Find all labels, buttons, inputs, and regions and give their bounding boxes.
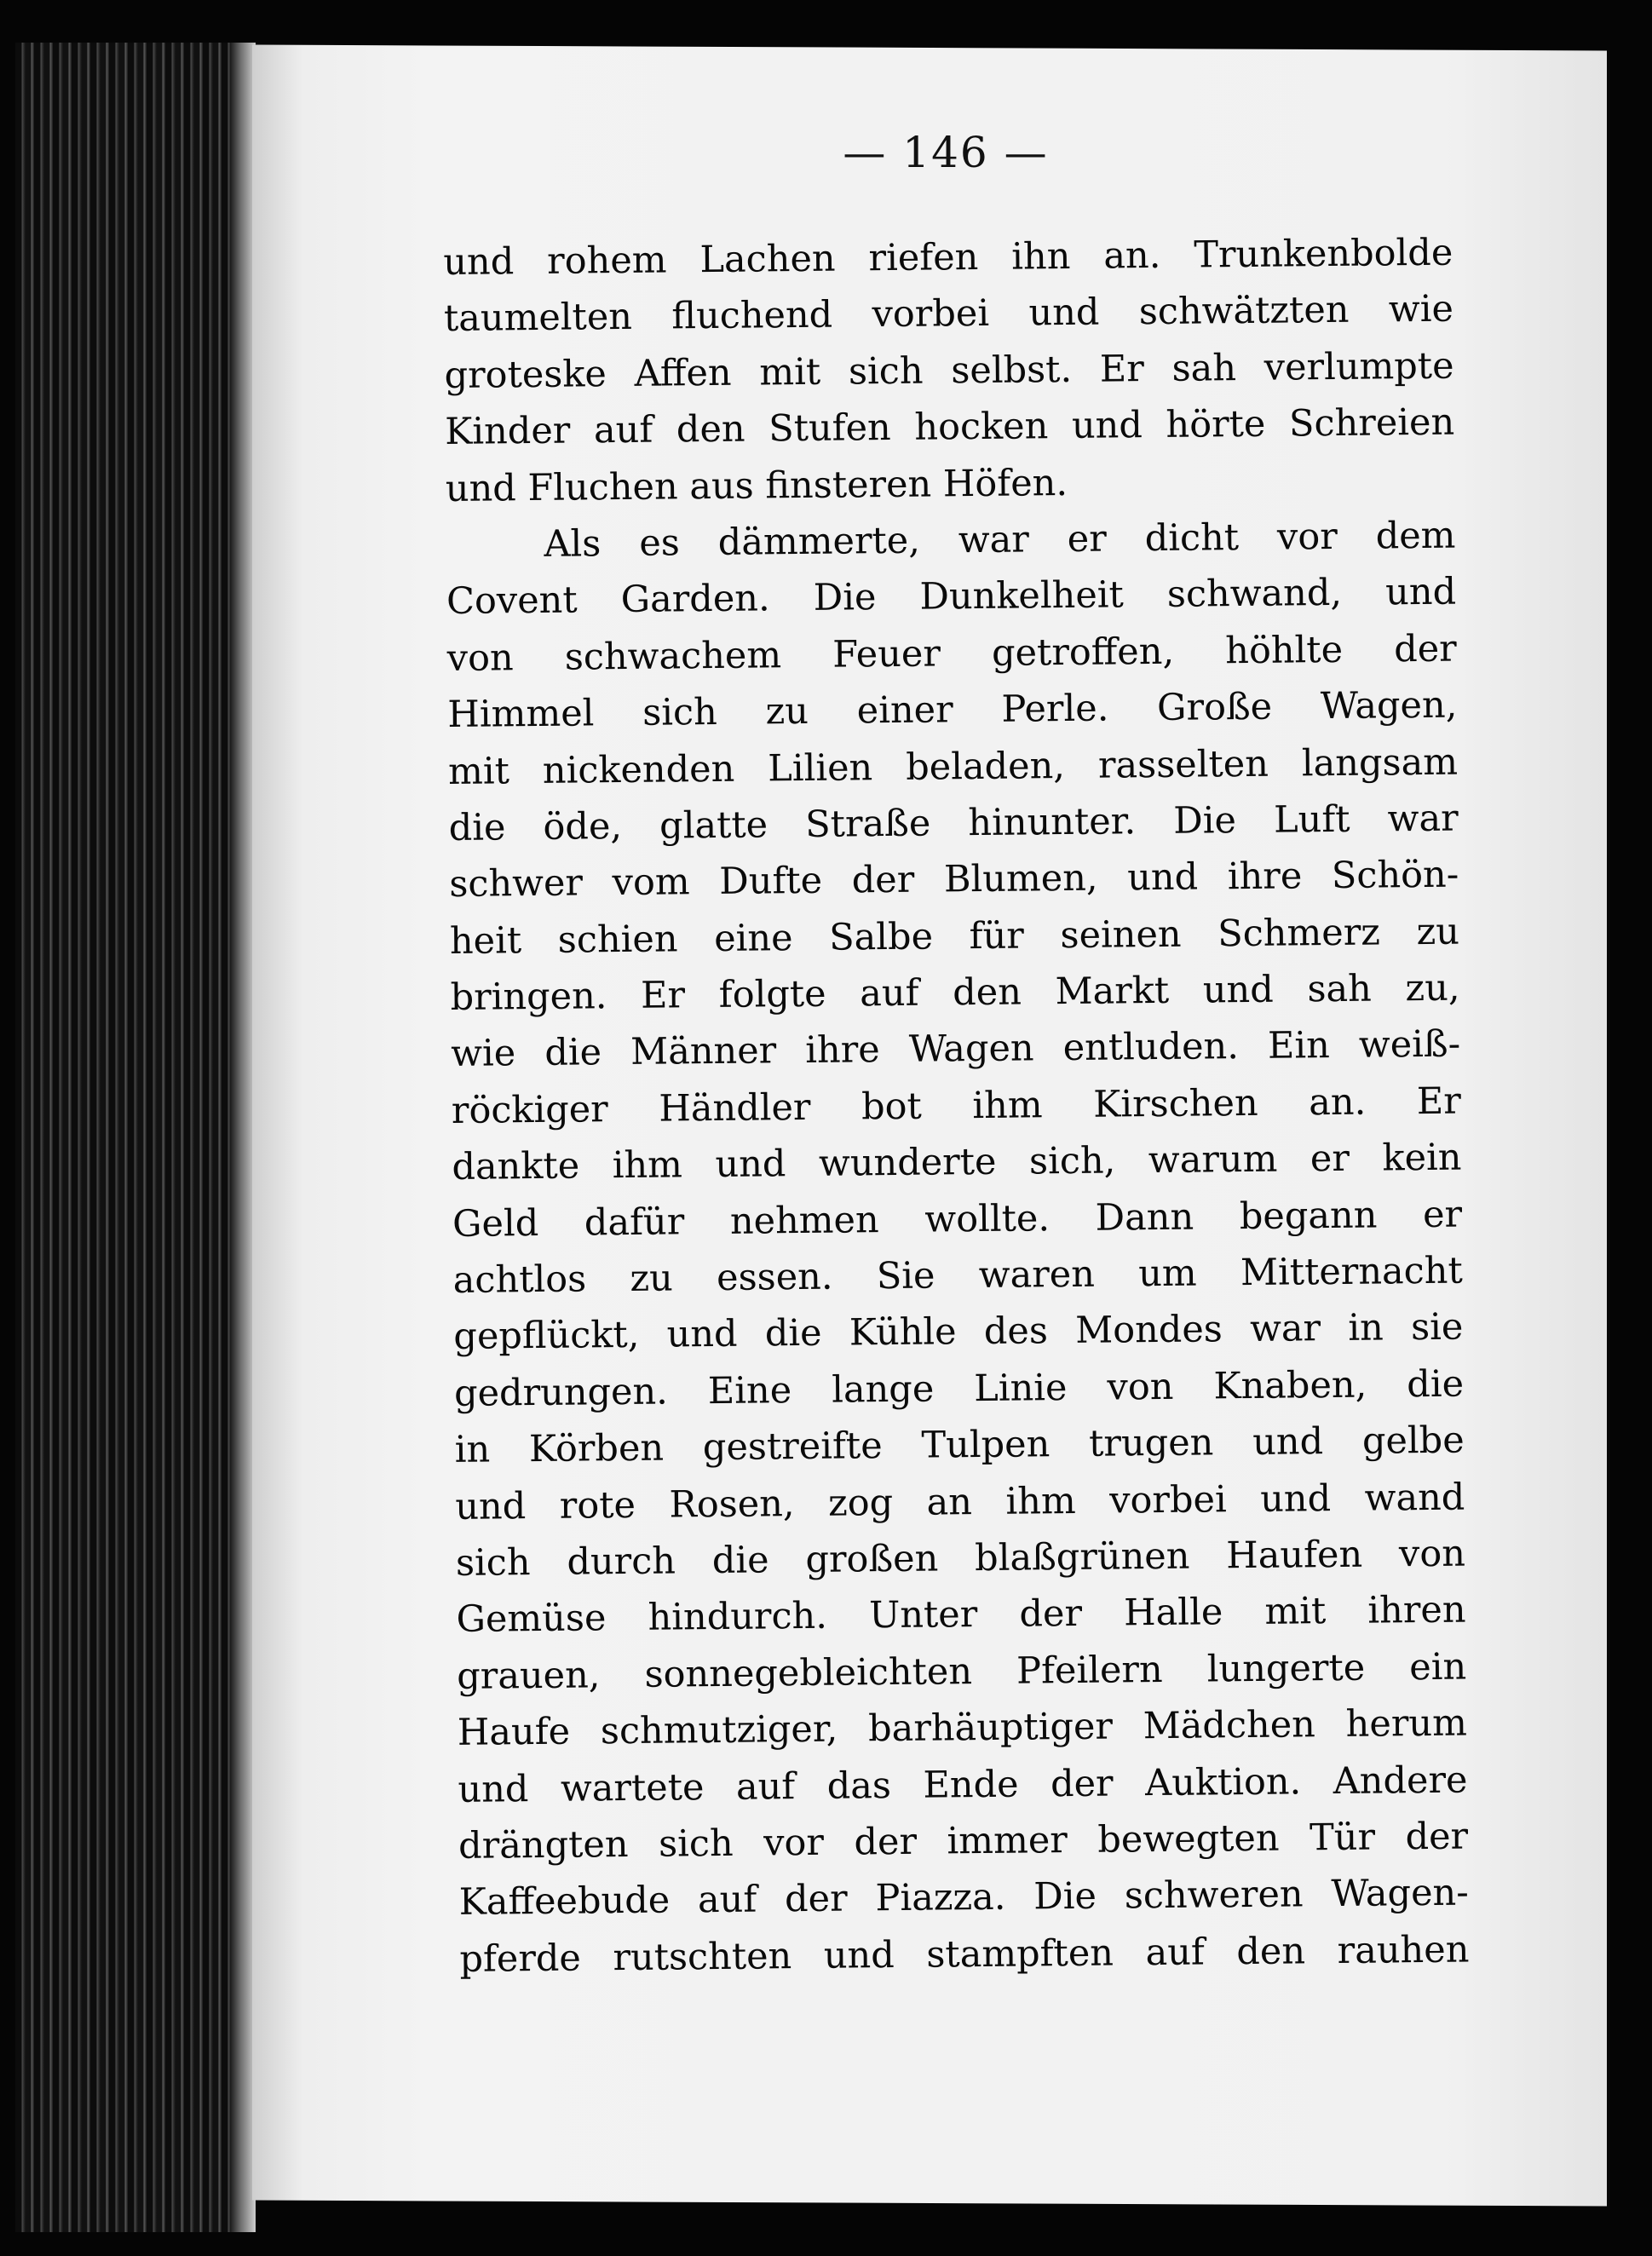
book-spine [15,43,251,2232]
text-line: die öde, glatte Straße hinunter. Die Luft war [448,797,1459,849]
text-line: drängten sich vor der immer bewegten Tür der [458,1815,1469,1868]
text-line: achtlos zu essen. Sie waren um Mitternacht [452,1249,1463,1302]
text-line: gepflückt, und die Kühle des Mondes war in sie [453,1305,1464,1359]
text-line: pferde rutschten und stampften auf den rauhen [459,1928,1470,1981]
text-line: und Fluchen aus finsteren Höfen. [445,461,1068,510]
text-line: taumelten fluchend vorbei und schwätzten wie [443,288,1454,341]
text-line: heit schien eine Salbe für seinen Schmerz zu [449,910,1460,963]
text-line: schwer vom Dufte der Blumen, und ihre Schön- [449,853,1459,906]
text-line: gedrungen. Eine lange Linie von Knaben, die [453,1362,1465,1415]
text-line: mit nickenden Lilien beladen, rasselten langsam [447,740,1459,793]
text-line: dankte ihm und wunderte sich, warum er kein [452,1136,1462,1189]
text-line: sich durch die großen blaßgrünen Haufen von [455,1532,1466,1585]
text-line: und wartete auf das Ende der Auktion. Andere [458,1758,1468,1811]
text-line: Haufe schmutziger, barhäuptiger Mädchen herum [457,1701,1468,1755]
text-line: Himmel sich zu einer Perle. Große Wagen, [447,683,1458,737]
text-line: röckiger Händler bot ihm Kirschen an. Er [451,1079,1462,1132]
body-text [443,225,1470,1988]
text-line: grauen, sonnegebleichten Pfeilern lungerte ein [457,1645,1467,1698]
text-line: Kaffeebude auf der Piazza. Die schweren Wagen- [458,1871,1469,1925]
text-line: von schwachem Feuer getroffen, höhlte der [446,627,1457,680]
text-line: Kinder auf den Stufen hocken und hörte Schreien [444,400,1455,454]
text-line: wie die Männer ihre Wagen entluden. Ein weiß- [450,1023,1461,1076]
text-line: und rote Rosen, zog an ihm vorbei und wand [455,1476,1465,1528]
text-line: Covent Garden. Die Dunkelheit schwand, und [446,570,1457,624]
text-line: groteske Affen mit sich selbst. Er sah verlumpte [444,344,1454,397]
text-line: und rohem Lachen riefen ihn an. Trunkenbolde [443,231,1453,284]
text-line: Als es dämmerte, war er dicht vor dem [544,514,1456,566]
text-line: in Körben gestreifte Tulpen trugen und gelbe [454,1419,1465,1472]
text-line: Gemüse hindurch. Unter der Halle mit ihren [456,1588,1466,1642]
page-number: — 146 — [843,128,1049,177]
text-line: Geld dafür nehmen wollte. Dann begann er [452,1193,1463,1246]
text-line: bringen. Er folgte auf den Markt und sah zu, [450,966,1460,1020]
